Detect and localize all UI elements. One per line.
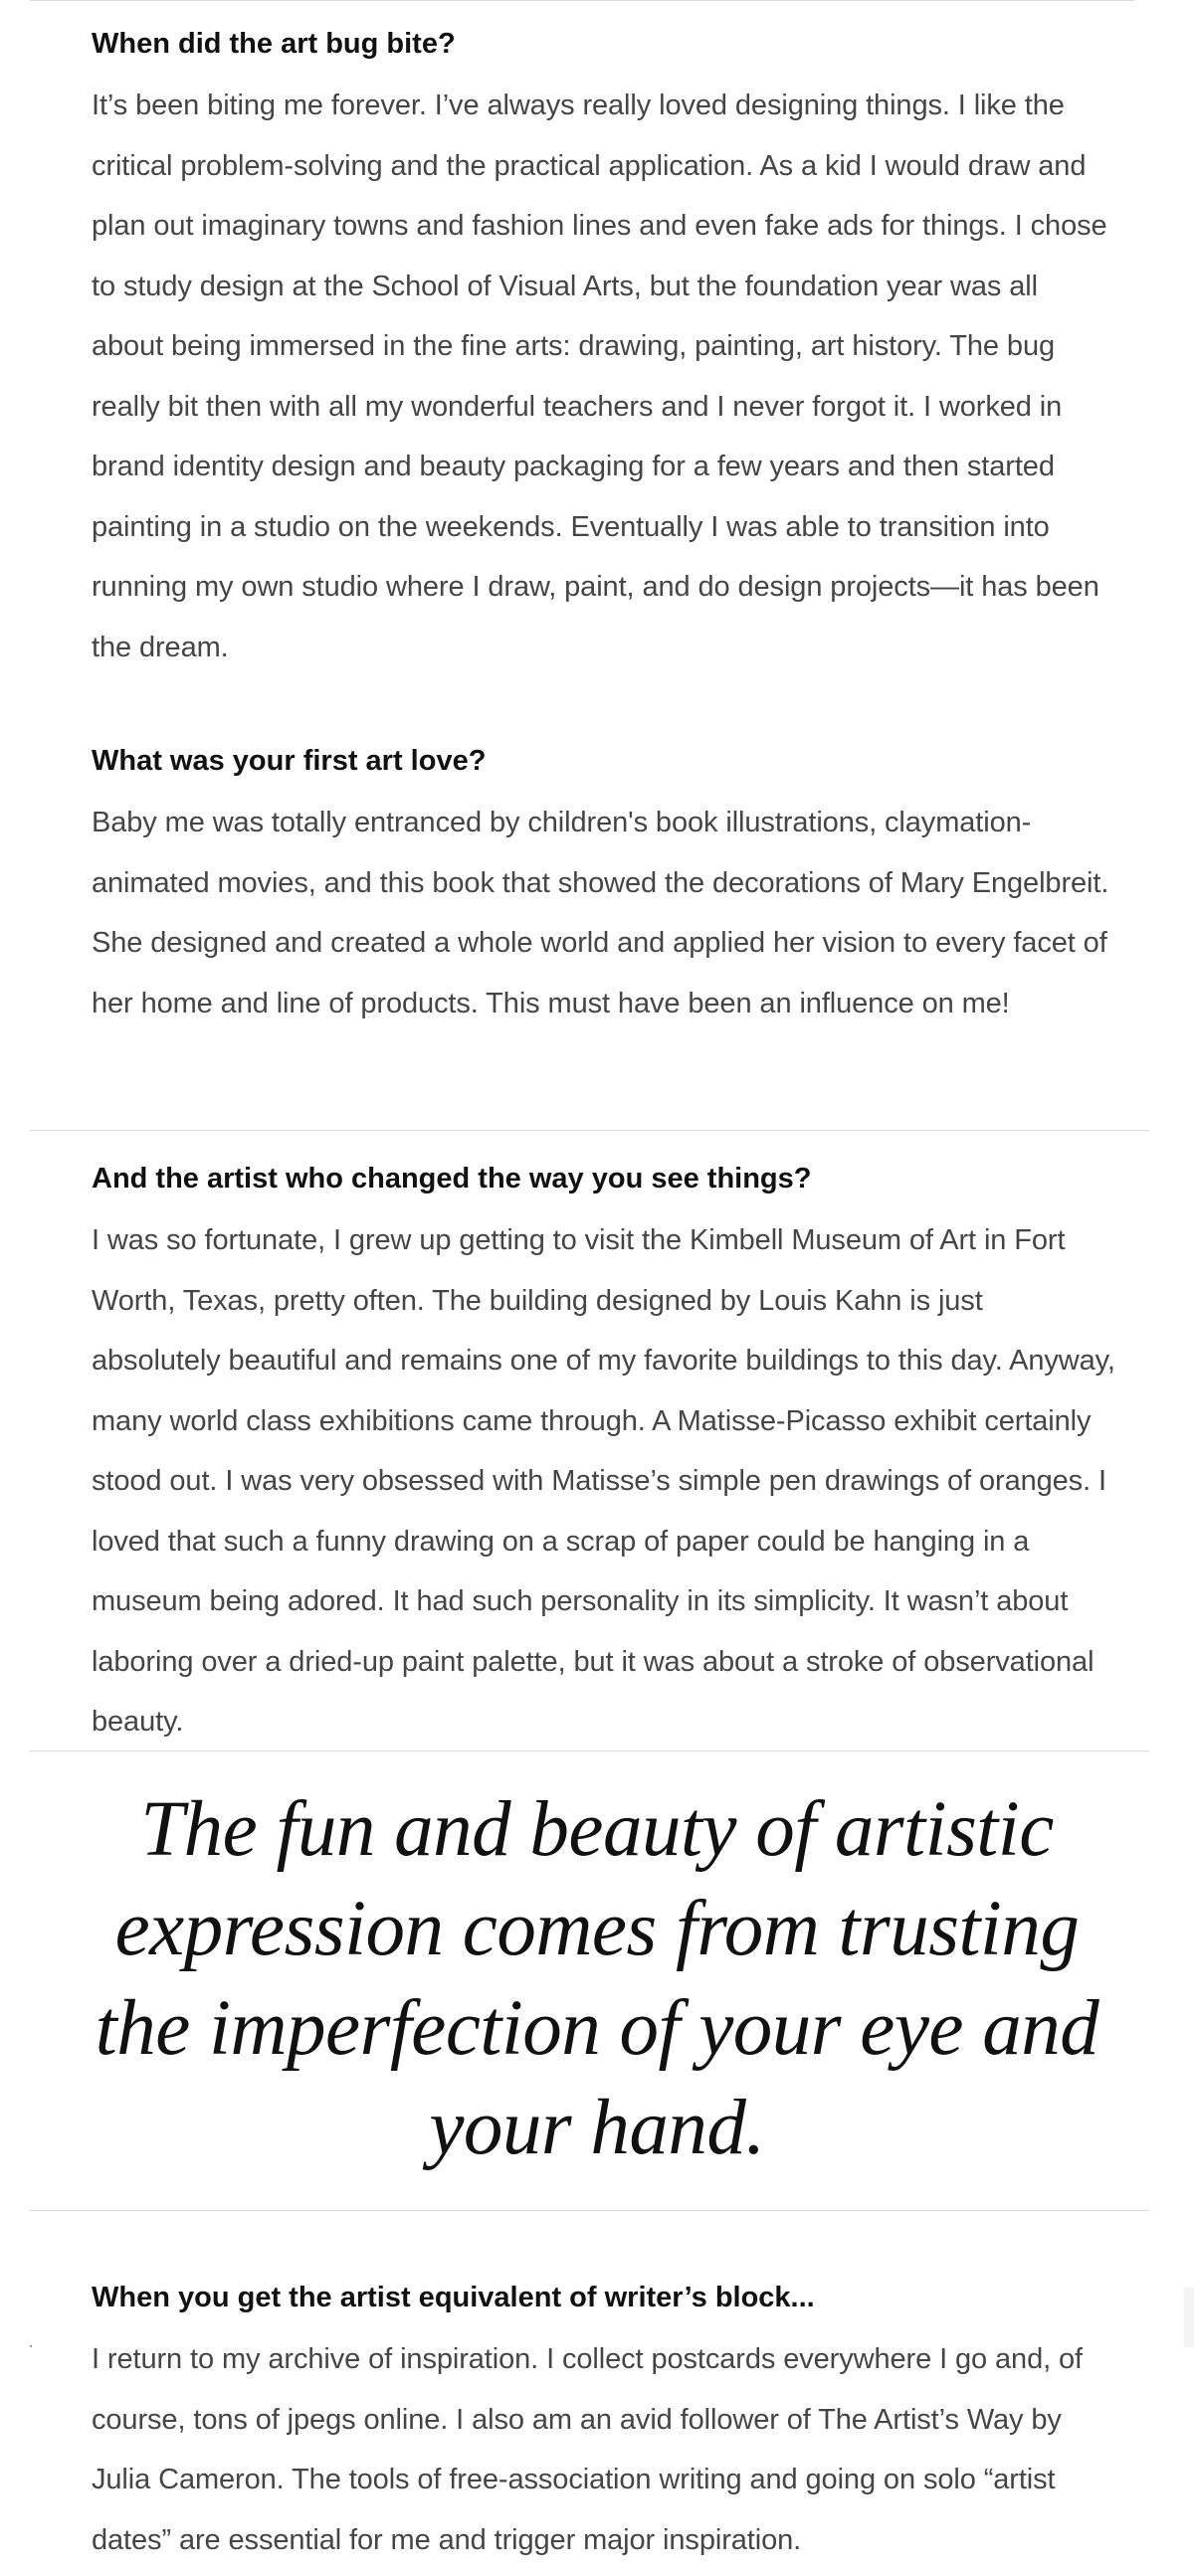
pull-quote: The fun and beauty of artistic expression comes from trusting the imperfection of your eye and your hand.	[95, 1786, 1099, 2171]
margin-dot	[30, 2345, 32, 2347]
qa-section-first-art-love	[92, 741, 1116, 1033]
pull-quote-top-divider	[30, 1750, 1149, 1751]
answer-paragraph: Baby me was totally entranced by children's book illustrations, claymation-animated movies, and this book that showed the decorations of Mary Engelbreit. She designed and created a whole world and applied her vision to every facet of her home and line of products. This must have been an influence on me!	[92, 807, 1109, 1019]
edge-artifact	[1184, 2288, 1194, 2347]
question-heading: And the artist who changed the way you see things?	[92, 1163, 812, 1195]
qa-section-artist-changed	[92, 1159, 1116, 1752]
question-heading: What was your first art love?	[92, 745, 487, 777]
qa-section-art-bug	[92, 24, 1116, 677]
qa-section-writers-block	[92, 2278, 1116, 2570]
answer-paragraph: It’s been biting me forever. I’ve always really loved designing things. I like the critical problem-solving and the practical application. As a kid I would draw and plan out imaginary towns and fashion lines and even fake ads for things. I chose to study design at the School of Visual Arts, but the foundation year was all about being immersed in the fine arts: drawing, painting, art history. The bug really bit then with all my wonderful teachers and I never forgot it. I worked in brand identity design and beauty packaging for a few years and then started painting in a studio on the weekends. Eventually I was able to transition into running my own studio where I draw, paint, and do design projects—it has been the dream.	[92, 90, 1107, 663]
answer-paragraph: I was so fortunate, I grew up getting to visit the Kimbell Museum of Art in Fort Worth, Texas, pretty often. The building designed by Louis Kahn is just absolutely beautiful and remains one of my favorite buildings to this day. Anyway, many world class exhibitions came through. A Matisse-Picasso exhibit certainly stood out. I was very obsessed with Matisse’s simple pen drawings of oranges. I loved that such a funny drawing on a scrap of paper could be hanging in a museum being adored. It had such personality in its simplicity. It wasn’t about laboring over a dried-up paint palette, but it was about a stroke of observational beauty.	[92, 1224, 1115, 1738]
question-heading: When you get the artist equivalent of writer’s block...	[92, 2282, 815, 2313]
pull-quote-bottom-divider	[30, 2210, 1149, 2211]
answer-paragraph: I return to my archive of inspiration. I collect postcards everywhere I go and, of course, tons of jpegs online. I also am an avid follower of The Artist’s Way by Julia Cameron. The tools of free-association writing and going on solo “artist dates” are essential for me and trigger major inspiration.	[92, 2343, 1083, 2556]
top-divider	[30, 0, 1134, 1]
question-heading: When did the art bug bite?	[92, 28, 456, 60]
section-divider	[30, 1130, 1149, 1131]
